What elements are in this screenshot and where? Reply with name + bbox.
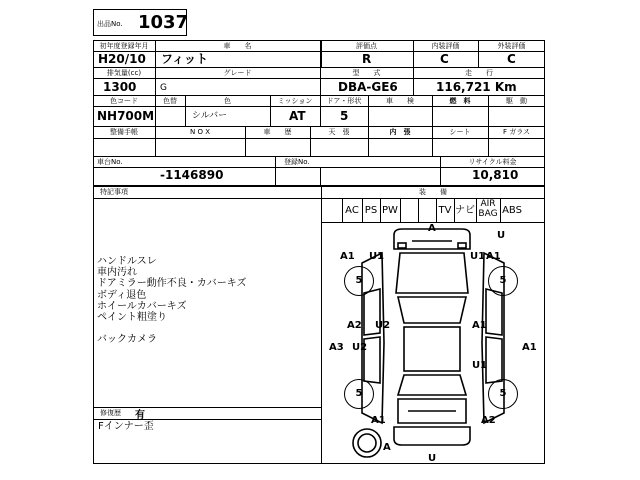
mark-right-fender-u: U1 — [470, 251, 486, 262]
color-code-value: NH700M — [97, 109, 155, 123]
displacement-value: 1300 — [103, 80, 137, 94]
mark-left-fender-a: A1 — [340, 251, 355, 262]
mark-right-door-front: A1 — [472, 320, 487, 331]
color-change-label: 色替 — [163, 97, 177, 105]
model-value: DBA-GE6 — [338, 80, 398, 94]
remark-line: バックカメラ — [97, 334, 157, 346]
nox-label: N O X — [190, 128, 210, 136]
repair-note: Fインナー歪 — [98, 421, 154, 432]
equipment-item: AC — [345, 205, 359, 216]
tire-front-right: 5 — [488, 266, 518, 296]
color-code-label: 色コード — [110, 97, 138, 105]
sunroof-label: 天 張 — [328, 128, 350, 136]
mark-right-fender-a: A1 — [486, 251, 501, 262]
mileage-label: 走 行 — [465, 69, 493, 77]
exterior-label: 外装評価 — [497, 42, 526, 50]
grade-label: グレード — [223, 69, 252, 77]
mark-rear-bumper-a: A — [383, 442, 391, 453]
score-value: R — [362, 52, 372, 66]
equipment-item: TV — [438, 205, 452, 216]
remark-line: ボディ退色 — [97, 289, 147, 301]
mark-left-door-front-u: U2 — [375, 320, 391, 331]
remark-line: ドアミラー動作不良・カバーキズ — [97, 278, 247, 290]
transmission-label: ミッション — [277, 97, 313, 105]
equipment-item: PW — [382, 205, 398, 216]
recycle-value: 10,810 — [472, 168, 519, 182]
transmission-value: AT — [289, 109, 306, 123]
mark-rear-left: A1 — [371, 415, 386, 426]
leather-label: 内 張 — [389, 128, 411, 136]
drive-label: 駆 動 — [506, 97, 527, 105]
first-reg-label: 初年度登録年月 — [99, 42, 149, 50]
recycle-label: リサイクル料金 — [468, 158, 517, 166]
mark-rear-bumper-u: U — [428, 453, 437, 464]
fuel-label: 燃 料 — [449, 97, 471, 105]
remarks-label: 特記事項 — [100, 188, 128, 196]
mark-front-bumper: A — [428, 223, 436, 234]
tire-front-left: 5 — [344, 266, 374, 296]
repair-value: 有 — [135, 410, 145, 421]
mark-left-door-front-a: A2 — [347, 320, 362, 331]
car-name-value: フィット — [161, 52, 209, 66]
color-label: 色 — [224, 97, 231, 105]
mark-left-door-rear-u: U2 — [352, 342, 368, 353]
doors-value: 5 — [340, 109, 349, 123]
remark-line: ホイールカバーキズ — [97, 300, 187, 312]
tire-rear-right: 5 — [488, 379, 518, 409]
chassis-no-label: 車台No. — [97, 158, 123, 166]
inspection-label: 車 検 — [386, 97, 414, 105]
mark-right-side: A1 — [522, 342, 537, 353]
interior-label: 内装評価 — [431, 42, 460, 50]
seat-label: シート — [449, 128, 471, 136]
mark-right-door-rear: U1 — [472, 360, 488, 371]
reg-no-label: 登録No. — [284, 158, 310, 166]
chassis-no-value: -1146890 — [160, 168, 224, 182]
lot-number-box — [93, 9, 187, 36]
first-reg-value: H20/10 — [98, 52, 146, 66]
repair-label: 修復歴 — [100, 409, 121, 417]
doors-label: ドア・形状 — [326, 97, 362, 105]
equipment-item: PS — [364, 205, 378, 216]
exterior-value: C — [507, 52, 516, 66]
grade-value: G — [160, 83, 167, 93]
color-value: シルバー — [192, 111, 228, 121]
mark-left-fender-u: U1 — [369, 251, 385, 262]
equipment-item: ABS — [502, 205, 522, 216]
mark-left-door-rear-a: A3 — [329, 342, 344, 353]
displacement-label: 排気量(cc) — [106, 69, 142, 77]
score-label: 評価点 — [356, 42, 377, 50]
lot-number: 1037 — [138, 12, 189, 33]
mileage-value: 116,721 Km — [436, 80, 517, 94]
equipment-item: ナビ — [455, 205, 475, 216]
lot-number-label: 出品No. — [97, 20, 123, 28]
mark-rear-right: A2 — [481, 415, 496, 426]
manual-label: 整備手帳 — [110, 128, 138, 136]
model-label: 型 式 — [352, 69, 381, 77]
equipment-item: AIR BAG — [478, 199, 498, 219]
car-name-label: 車 名 — [223, 42, 252, 50]
equipment-label: 装 備 — [419, 188, 447, 196]
interior-value: C — [440, 52, 449, 66]
mark-windshield: U — [497, 230, 506, 241]
history-label: 車 歴 — [263, 128, 292, 136]
remark-line: 車内汚れ — [97, 267, 137, 279]
tire-rear-left: 5 — [344, 379, 374, 409]
remark-line: ハンドルスレ — [97, 256, 157, 267]
glass-label: F ガラス — [502, 128, 531, 136]
remark-line: ペイント粗塗り — [97, 312, 167, 323]
